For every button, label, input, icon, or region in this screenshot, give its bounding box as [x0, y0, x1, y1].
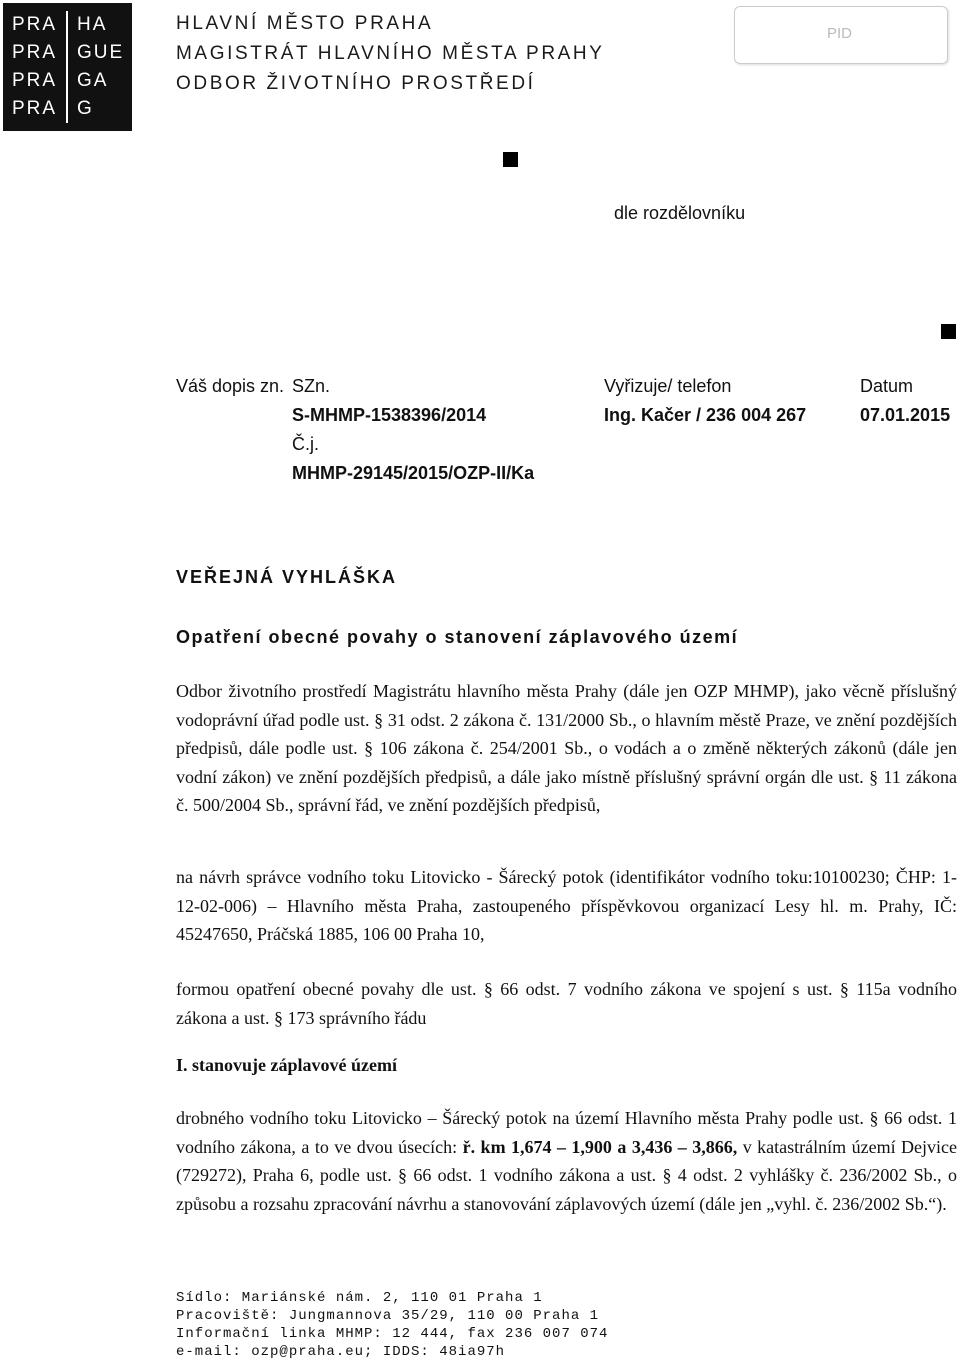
date-value: 07.01.2015	[860, 405, 951, 425]
szn-label: SZn.	[292, 376, 331, 396]
handled-by-value: Ing. Kačer / 236 004 267	[604, 405, 807, 425]
logo-text: HA	[77, 14, 108, 35]
logo-text: PRA	[12, 70, 58, 91]
paragraph-authority: Odbor životního prostředí Magistrátu hlavního města Prahy (dále jen OZP MHMP), jako věcně příslušný vodoprávní úřad podle ust. § 31 odst. 2 zákona č. 131/2000 Sb., o hlavním městě Praze, ve znění pozdějších předpisů, dále podle ust. § 106 zákona č. 254/2001 Sb., o vodách a o změně některých zákonů (dále jen vodní zákon) ve znění pozdějších předpisů, a dále jako místně příslušný správní orgán dle ust. § 11 zákona č. 500/2004 Sb., správní řád, ve znění pozdějších předpisů,	[176, 681, 957, 815]
flood-area-text-cont: v katastrálním území Dejvice (729272), Praha 6, podle ust. § 66 odst. 1 vodního zákona a ust. § 4 odst. 2 vyhlášky č. 236/2002 Sb., o způsobu a rozsahu zpracování návrhu a stanovování záplavových území (dále jen „vyhl. č. 236/2002 Sb.“).	[176, 1136, 957, 1214]
document-subtitle: Opatření obecné povahy o stanovení záplavového území	[176, 627, 739, 647]
section-heading: I. stanovuje záplavové území	[176, 1055, 397, 1075]
address-window-mark	[503, 152, 518, 167]
paragraph-proposal: na návrh správce vodního toku Litovicko - Šárecký potok (identifikátor vodního toku:10100230; ČHP: 1-12-02-006) – Hlavního města Praha, zastoupeného příspěvkovou organizací Lesy hl. m. Prahy, IČ: 45247650, Práčská 1885, 106 00 Praha 10,	[176, 867, 957, 944]
paragraph-form: formou opatření obecné povahy dle ust. § 66 odst. 7 vodního zákona ve spojení s ust. § 115a vodního zákona a ust. § 173 správního řádu	[176, 979, 957, 1028]
header-department: ODBOR ŽIVOTNÍHO PROSTŘEDÍ	[176, 73, 536, 94]
logo-text: PRA	[12, 42, 58, 63]
logo-divider	[66, 11, 68, 123]
river-km-range: ř. km 1,674 – 1,900 a 3,436 – 3,866,	[462, 1136, 738, 1157]
pid-box	[734, 6, 948, 64]
logo-text: G	[77, 98, 94, 119]
pid-label: PID	[827, 25, 853, 42]
footer-contact: e-mail: ozp@praha.eu; IDDS: 48ia97h	[176, 1344, 506, 1360]
cj-label: Č.j.	[292, 434, 319, 454]
paragraph-flood-area	[176, 1104, 957, 1218]
flood-area-text: drobného vodního toku Litovicko – Šárecký potok na území Hlavního města Prahy podle ust. § 66 odst. 1 vodního zákona, a to ve dvou úsecích:	[176, 1108, 957, 1157]
date-label: Datum	[860, 376, 914, 396]
footer-workplace: Pracoviště: Jungmannova 35/29, 110 00 Praha 1	[176, 1308, 600, 1324]
praha-logo	[3, 3, 132, 131]
your-letter-label: Váš dopis zn.	[176, 376, 285, 396]
header-city: HLAVNÍ MĚSTO PRAHA	[176, 13, 434, 34]
footer-info-line: Informační linka MHMP: 12 444, fax 236 007 074	[176, 1326, 609, 1342]
document-title: VEŘEJNÁ VYHLÁŠKA	[176, 567, 398, 587]
recipient: dle rozdělovníku	[614, 203, 746, 223]
logo-text: PRA	[12, 98, 58, 119]
cj-value: MHMP-29145/2015/OZP-II/Ka	[292, 463, 535, 483]
header-magistrate: MAGISTRÁT HLAVNÍHO MĚSTA PRAHY	[176, 43, 605, 64]
fold-mark	[941, 324, 956, 339]
footer-seat: Sídlo: Mariánské nám. 2, 110 01 Praha 1	[176, 1290, 543, 1306]
logo-text: GA	[77, 70, 109, 91]
szn-value: S-MHMP-1538396/2014	[292, 405, 487, 425]
logo-text: PRA	[12, 14, 58, 35]
logo-text: GUE	[77, 42, 125, 63]
handled-by-label: Vyřizuje/ telefon	[604, 376, 732, 396]
